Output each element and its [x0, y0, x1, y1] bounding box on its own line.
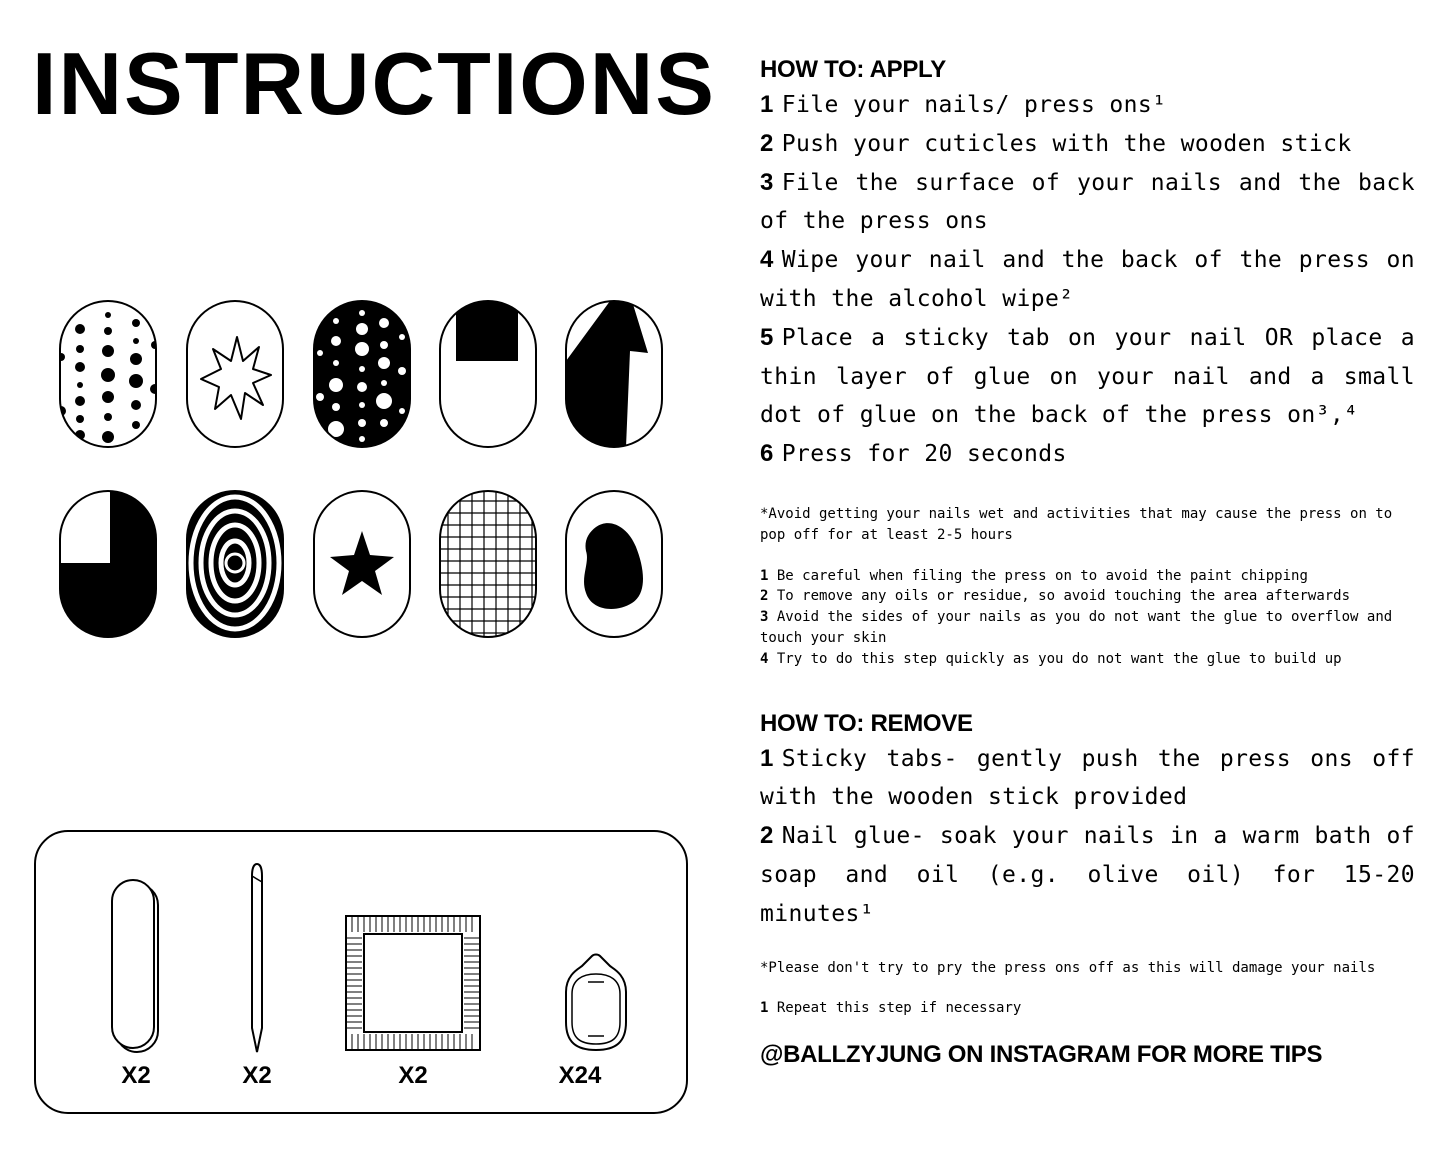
apply-step: 6 Press for 20 seconds [760, 440, 1067, 468]
apply-step: 3 File the surface of your nails and the back of the press ons [760, 168, 1415, 235]
remove-step: 1 Sticky tabs- gently push the press ons off with the wooden stick provided [760, 744, 1415, 811]
alcohol-wipe-quantity: X2 [398, 1062, 428, 1089]
footnote: 3 Avoid the sides of your nails as you do not want the glue to overflow and touch your skin [760, 609, 1393, 646]
page-title: INSTRUCTIONS [32, 34, 716, 133]
sticky-tab-quantity: X24 [558, 1062, 602, 1089]
apply-step: 1 File your nails/ press ons¹ [760, 91, 1167, 118]
apply-step: 5 Place a sticky tab on your nail OR place a thin layer of glue on your nail and a small dot of glue on the back of the press on³,⁴ [760, 323, 1415, 429]
nail-starburst [187, 301, 283, 447]
nail-polka-dots [56, 301, 160, 447]
footnote: 1 Be careful when filing the press on to avoid the paint chipping [760, 567, 1308, 584]
apply-step: 2 Push your cuticles with the wooden stick [760, 129, 1352, 157]
remove-step: 2 Nail glue- soak your nails in a warm bath of soap and oil (e.g. olive oil) for 15-20 minutes¹ [760, 822, 1415, 927]
footnote: 1 Repeat this step if necessary [760, 1000, 1022, 1017]
kit-contents-box [34, 830, 688, 1114]
footnote: 4 Try to do this step quickly as you do not want the glue to build up [760, 650, 1342, 667]
sticky-tab-icon [566, 955, 626, 1051]
kit-contents-illustration [36, 832, 686, 1062]
nail-black-dots [314, 301, 410, 447]
footnote: 2 To remove any oils or residue, so avoid touching the area afterwards [760, 588, 1351, 605]
nail-colorblock [60, 491, 156, 637]
nail-grid [440, 491, 536, 637]
nail-designs-illustration [55, 298, 667, 640]
nail-black-blocks [566, 301, 662, 447]
nail-blob [566, 491, 662, 637]
apply-heading: HOW TO: APPLY [760, 56, 946, 83]
cuticle-stick-quantity: X2 [242, 1062, 272, 1089]
remove-heading: HOW TO: REMOVE [760, 709, 973, 737]
nail-star [314, 491, 410, 637]
cuticle-stick-icon [252, 864, 262, 1052]
nail-file-icon [112, 880, 158, 1052]
alcohol-wipe-icon [346, 916, 480, 1050]
remove-warning: *Please don't try to pry the press ons off as this will damage your nails [760, 959, 1376, 976]
apply-step: 4 Wipe your nail and the back of the press on with the alcohol wipe² [760, 246, 1415, 312]
nail-file-quantity: X2 [121, 1062, 151, 1089]
instagram-footer: @BALLZYJUNG ON INSTAGRAM FOR MORE TIPS [760, 1041, 1323, 1069]
instructions-column [760, 54, 1415, 1069]
nail-black-square [440, 301, 536, 447]
apply-warning: *Avoid getting your nails wet and activities that may cause the press on to pop off for at least 2-5 hours [760, 505, 1393, 543]
nail-ripples [187, 491, 283, 637]
apply-footnotes [760, 566, 1415, 670]
